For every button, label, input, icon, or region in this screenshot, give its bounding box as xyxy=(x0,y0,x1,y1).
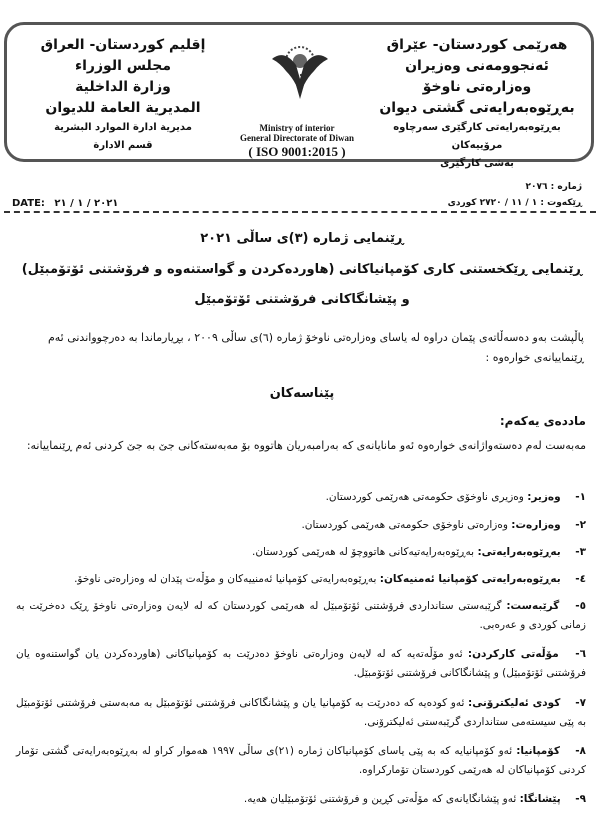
date-en-label: DATE: xyxy=(12,198,45,209)
letterhead-kurdish xyxy=(377,35,577,173)
iso-badge: ( ISO 9001:2015 ) xyxy=(248,144,346,159)
section-title: پێناسەکان xyxy=(269,386,335,401)
definition-text: ئەو کودەیە کە دەدرێت بە کۆمپانیا یان و پێشانگاکانی فرۆشتنی ئۆتۆمبێل بە مەبەستی فرۆشتنی ئۆتۆمبێل بە پێی سیستەمی ستانداردی گرێبەستی ئەلیکترۆنی. xyxy=(16,697,586,728)
definition-text: ئەو کۆمپانیایە کە بە پێی یاسای کۆمپانیاکان ژمارە (٢١)ی ساڵی ١٩٩٧ هەموار کراو لە بەڕێوەبەرایەتی گشتی تۆمار کردنی کۆمپانیاکان لە هەرێمی کوردستان تۆمارکراوە. xyxy=(16,745,586,776)
definition-term: وەزیر: xyxy=(527,491,561,503)
kurdish-line: ئەنجوومەنی وەزیران xyxy=(405,58,549,74)
definition-number: ٨- xyxy=(575,745,586,757)
definition-number: ٩- xyxy=(575,793,586,805)
definition-number: ٤- xyxy=(575,573,586,585)
kurdistan-eagle-emblem-icon xyxy=(270,39,330,101)
kurdish-line: وەزارەتی ناوخۆ xyxy=(422,79,532,95)
definition-text: وەزیری ناوخۆی حکومەتی هەرێمی کوردستان. xyxy=(325,491,524,503)
arabic-sub-line: قسم الادارة xyxy=(93,140,153,151)
definition-item xyxy=(16,488,586,507)
definition-item xyxy=(16,694,586,732)
letterhead xyxy=(4,22,594,169)
number-label: ژمارە : xyxy=(550,182,582,192)
english-line: Ministry of interior xyxy=(259,123,335,133)
definition-text: ئەو پێشانگایانەی کە مۆڵەتی کڕین و فرۆشتنی ئۆتۆمبێلیان هەیە. xyxy=(243,793,517,805)
arabic-line: إقليم كوردستان- العراق xyxy=(40,37,206,53)
number-value: ٢٠٧٦ xyxy=(525,182,548,192)
definition-text: بەڕێوەبەرایەتی کۆمپانیا ئەمنییەکان و مۆڵەت پێدان لە وەزارەتی ناوخۆ. xyxy=(74,573,377,585)
definition-item xyxy=(16,570,586,589)
preamble-paragraph: مەبەست لەم دەستەواژانەی خوارەوە ئەو مانایانەی کە بەرامبەریان هاتووە بۆ مەبەستەکانی جێ بە جێ کردنی ئەم ڕێنماییانە: xyxy=(26,439,586,452)
kurdish-sub-line: بەشی کارگێری xyxy=(440,158,514,169)
kurdish-line: بەڕێوەبەرایەتی گشتی دیوان xyxy=(379,100,575,116)
definition-number: ٧- xyxy=(575,697,586,709)
definition-term: بەڕێوەبەرایەتی: xyxy=(477,546,561,558)
kurdish-line: هەرێمی کوردستان- عێراق xyxy=(386,37,568,53)
definition-text: بەڕێوەبەرایەتیەکانی هاتووچۆ لە هەرێمی کوردستان. xyxy=(251,546,475,558)
arabic-sub-line: مديرية ادارة الموارد البشرية xyxy=(54,122,192,133)
definition-item xyxy=(16,597,586,635)
definition-item xyxy=(16,790,586,809)
document-subtitle: و پێشانگاکانی فرۆشتنی ئۆتۆمبێل xyxy=(194,292,410,307)
definition-item xyxy=(16,645,586,683)
definition-text: گرێبەستی ستانداردی فرۆشتنی ئۆتۆمبێل لە هەرێمی کوردستان کە لە لایەن وەزارەتی ناوخۆ ڕێک دەخرێت بە زمانی کوردی و عەرەبی. xyxy=(16,600,586,631)
reference-number xyxy=(526,182,582,192)
definition-text: وەزارەتی ناوخۆی حکومەتی هەرێمی کوردستان. xyxy=(301,519,508,531)
definition-term: گرێبەست: xyxy=(506,600,560,612)
definition-term: کۆمپانیا: xyxy=(516,745,560,757)
date-value: ١ / ١١ / ٢٧٢٠ کوردی xyxy=(447,198,538,208)
definition-term: بەڕێوەبەرایەتی کۆمپانیا ئەمنیەکان: xyxy=(379,573,561,585)
intro-paragraph: پاڵپشت بەو دەسەڵاتەی پێمان دراوە لە یاسای وەزارەتی ناوخۆ ژمارە (٦)ی ساڵی ٢٠٠٩ ، بڕیارماندا بە دەرچوواندنی ئەم ڕێنماییانەی خوارەوە : xyxy=(47,331,584,364)
definition-number: ٣- xyxy=(575,546,586,558)
definition-item xyxy=(16,742,586,780)
divider xyxy=(4,211,596,213)
definition-item xyxy=(16,516,586,535)
definition-term: مۆڵەتی کارکردن: xyxy=(467,648,559,660)
definition-number: ٢- xyxy=(575,519,586,531)
arabic-line: مجلس الوزراء xyxy=(74,58,172,74)
definition-term: وەزارەت: xyxy=(511,519,561,531)
definition-term: پێشانگا: xyxy=(519,793,561,805)
definition-item xyxy=(16,543,586,562)
english-line: General Directorate of Diwan xyxy=(239,133,355,143)
date-en-value: ٢٠٢١ / ١ / ٢١ xyxy=(54,198,119,209)
arabic-line: وزارة الداخلية xyxy=(75,79,171,95)
document-subtitle: ڕێنمایی ڕێکخستنی کاری کۆمپانیاکانی (هاوردەکردن و گواستنەوە و فرۆشتنی ئۆتۆمبێل) xyxy=(21,262,583,277)
reference-date xyxy=(448,198,582,208)
definition-number: ٥- xyxy=(575,600,586,612)
definition-number: ٦- xyxy=(575,648,586,660)
arabic-line: المديرية العامة للديوان xyxy=(45,100,201,116)
definition-text: ئەو مۆڵەتەیە کە لە لایەن وەزارەتی ناوخۆ دەدرێت بە کۆمپانیاکانی (هاوردەکردن یان گواستنەوە یان فرۆشتنی ئۆتۆمبێل) و پێشانگاکانی فرۆشتنی ئۆتۆمبێل. xyxy=(16,648,586,679)
date-english xyxy=(6,198,118,209)
letterhead-arabic xyxy=(23,35,223,155)
definition-number: ١- xyxy=(575,491,586,503)
date-label: ڕێکەوت : xyxy=(540,198,582,208)
letterhead-english xyxy=(207,123,387,161)
definition-term: کودی ئەلیکترۆنی: xyxy=(468,697,561,709)
document-title: ڕێنمایی ژمارە (٣)ی ساڵی ٢٠٢١ xyxy=(200,231,404,246)
kurdish-sub-line: بەڕێوەبەرایەتی کارگێری سەرچاوە مرۆییەکان xyxy=(393,122,561,151)
article-title: ماددەی یەکەم: xyxy=(499,414,586,428)
